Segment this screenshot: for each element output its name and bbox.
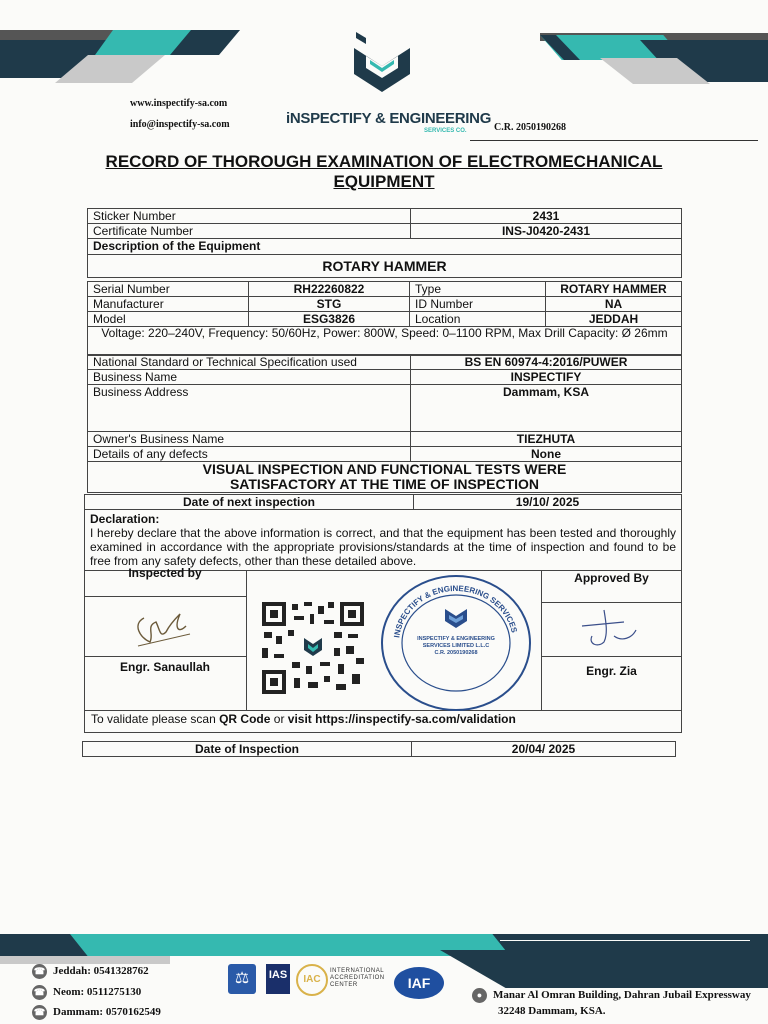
owner-value: TIEZHUTA bbox=[411, 432, 682, 447]
inspector-name: Engr. Sanaullah bbox=[119, 660, 211, 674]
equipment-specs: Voltage: 220–240V, Frequency: 50/60Hz, Power: 800W, Speed: 0–1100 RPM, Max Drill Capacity: Ø 26mm bbox=[88, 327, 682, 356]
business-address-label: Business Address bbox=[88, 385, 411, 432]
stamp-ring-text: INSPECTIFY & ENGINEERING SERVICES bbox=[392, 583, 519, 639]
defects-label: Details of any defects bbox=[88, 447, 411, 462]
phone-icon: ☎ bbox=[32, 985, 47, 1000]
company-name: iNSPECTIFY & ENGINEERING bbox=[286, 110, 492, 127]
header-email[interactable]: info@inspectify-sa.com bbox=[130, 119, 230, 130]
defects-value: None bbox=[411, 447, 682, 462]
sticker-label: Sticker Number bbox=[88, 209, 411, 224]
record-table bbox=[87, 208, 682, 278]
justice-scale-icon: ⚖ bbox=[228, 964, 256, 994]
validation-row bbox=[84, 711, 682, 733]
validation-prefix: To validate please scan bbox=[91, 712, 220, 726]
model-label: Model bbox=[88, 312, 249, 327]
iac-logo: IAC bbox=[296, 964, 328, 996]
sticker-value: 2431 bbox=[411, 209, 682, 224]
validation-qr-label: QR Code bbox=[219, 712, 271, 726]
certificate-label: Certificate Number bbox=[88, 224, 411, 239]
inspection-result: VISUAL INSPECTION AND FUNCTIONAL TESTS WERE SATISFACTORY AT THE TIME OF INSPECTION bbox=[88, 462, 682, 493]
header-website[interactable]: www.inspectify-sa.com bbox=[130, 98, 228, 109]
inspected-by-label: Inspected by bbox=[128, 566, 202, 580]
company-logo-icon bbox=[350, 30, 414, 100]
approver-signature-icon bbox=[574, 606, 644, 654]
inspection-date-value: 20/04/ 2025 bbox=[412, 742, 676, 757]
address-line2: 32248 Dammam, KSA. bbox=[498, 1005, 606, 1017]
description-label: Description of the Equipment bbox=[88, 239, 682, 255]
model-value: ESG3826 bbox=[249, 312, 410, 327]
location-value: JEDDAH bbox=[546, 312, 682, 327]
ias-logo: IAS bbox=[266, 964, 290, 994]
header-cr: C.R. 2050190268 bbox=[494, 122, 566, 133]
manufacturer-value: STG bbox=[249, 297, 410, 312]
inspector-signature-icon bbox=[130, 604, 200, 652]
standard-label: National Standard or Technical Specification used bbox=[88, 355, 411, 370]
phone-icon: ☎ bbox=[32, 964, 47, 979]
address-line1: Manar Al Omran Building, Dahran Jubail Expressway bbox=[493, 989, 751, 1002]
company-subname: SERVICES CO. bbox=[424, 128, 467, 134]
next-inspection-value: 19/10/ 2025 bbox=[414, 495, 682, 510]
certificate-value: INS-J0420-2431 bbox=[411, 224, 682, 239]
equipment-details-table bbox=[87, 281, 682, 356]
type-label: Type bbox=[410, 282, 546, 297]
svg-text:INSPECTIFY & ENGINEERING SERVI bbox=[392, 584, 519, 638]
approver-name: Engr. Zia bbox=[586, 664, 637, 678]
contact-neom[interactable]: ☎ Neom: 0511275130 bbox=[33, 986, 142, 999]
validation-link[interactable]: visit https://inspectify-sa.com/validation bbox=[287, 712, 516, 726]
validation-or: or bbox=[270, 712, 288, 726]
inspection-date-table bbox=[82, 741, 676, 757]
contact-jeddah[interactable]: ☎ Jeddah: 0541328762 bbox=[33, 965, 149, 978]
inspection-date-label: Date of Inspection bbox=[83, 742, 412, 757]
location-pin-icon: ● bbox=[472, 988, 487, 1003]
header-divider bbox=[470, 140, 758, 141]
iaf-logo: IAF bbox=[394, 967, 444, 999]
stamp-line2: SERVICES LIMITED L.L.C bbox=[422, 643, 490, 649]
standard-value: BS EN 60974-4:2016/PUWER bbox=[411, 355, 682, 370]
business-address-value: Dammam, KSA bbox=[411, 385, 682, 432]
stamp-line3: C.R. 2050190268 bbox=[434, 650, 478, 656]
id-label: ID Number bbox=[410, 297, 546, 312]
next-inspection-table bbox=[84, 494, 682, 571]
document-title: RECORD OF THOROUGH EXAMINATION OF ELECTROMECHANICAL EQUIPMENT bbox=[105, 152, 663, 191]
business-name-label: Business Name bbox=[88, 370, 411, 385]
footer-address bbox=[472, 988, 751, 1017]
stamp-line1: INSPECTIFY & ENGINEERING bbox=[417, 636, 495, 642]
qr-code-icon[interactable] bbox=[262, 602, 364, 694]
approved-by-label: Approved By bbox=[574, 571, 649, 585]
equipment-name: ROTARY HAMMER bbox=[88, 255, 682, 278]
owner-label: Owner's Business Name bbox=[88, 432, 411, 447]
iac-text: INTERNATIONAL ACCREDITATION CENTER bbox=[330, 968, 385, 988]
id-value: NA bbox=[546, 297, 682, 312]
phone-icon: ☎ bbox=[32, 1005, 47, 1020]
serial-value: RH22260822 bbox=[249, 282, 410, 297]
type-value: ROTARY HAMMER bbox=[546, 282, 682, 297]
next-inspection-label: Date of next inspection bbox=[85, 495, 414, 510]
declaration-label: Declaration: bbox=[90, 512, 160, 526]
declaration-text: I hereby declare that the above information is correct, and that the equipment has been tested and thoroughly examined in accordance with the appropriate provisions/standards at the time of inspection and found to be free from any safety defects, other than these detailed above. bbox=[90, 526, 676, 568]
business-name-value: INSPECTIFY bbox=[411, 370, 682, 385]
contact-dammam[interactable]: ☎ Dammam: 0570162549 bbox=[33, 1006, 161, 1019]
serial-label: Serial Number bbox=[88, 282, 249, 297]
location-label: Location bbox=[410, 312, 546, 327]
business-table bbox=[87, 354, 682, 493]
manufacturer-label: Manufacturer bbox=[88, 297, 249, 312]
